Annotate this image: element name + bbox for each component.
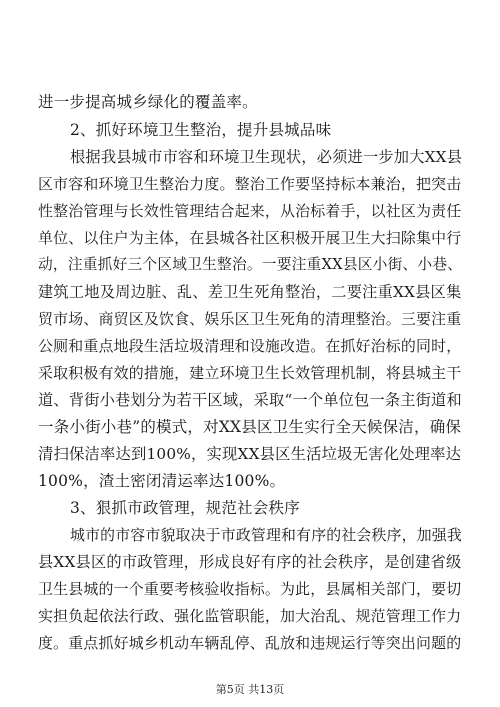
paragraph-first-line: 城市的市容市貌取决于市政管理和有序的社会秩序，加强我	[70, 526, 462, 544]
text-line: 采取积极有效的措施，建立环境卫生长效管理机制，将县城主干	[38, 364, 462, 382]
text-line: 卫生县城的一个重要考核验收指标。为此，县属相关部门，要切	[38, 580, 462, 598]
section-heading: 3、狠抓市政管理，规范社会秩序	[70, 499, 300, 517]
text-line: 实担负起依法行政、强化监管职能，加大治乱、规范管理工作力	[38, 607, 462, 625]
text-line: 县XX县区的市政管理，形成良好有序的社会秩序，是创建省级	[38, 553, 462, 571]
text-line: 一条小街小巷”的模式，对XX县区卫生实行全天候保洁，确保	[38, 418, 462, 436]
text-line: 单位、以住户为主体，在县城各社区积极开展卫生大扫除集中行	[38, 229, 462, 247]
text-line: 公厕和重点地段生活垃圾清理和设施改造。在抓好治标的同时，	[38, 337, 462, 355]
paragraph-first-line: 根据我县城市市容和环境卫生现状，必须进一步加大XX县	[70, 148, 463, 166]
text-line: 100%，渣土密闭清运率达100%。	[38, 472, 286, 490]
text-line: 建筑工地及周边脏、乱、差卫生死角整治，二要注重XX县区集	[38, 283, 462, 301]
text-line: 道、背街小巷划分为若干区域，采取“一个单位包一条主街道和	[38, 391, 462, 409]
text-line: 清扫保洁率达到100%，实现XX县区生活垃圾无害化处理率达	[38, 445, 462, 463]
text-line: 进一步提高城乡绿化的覆盖率。	[38, 93, 258, 111]
text-line: 性整治管理与长效性管理结合起来，从治标着手，以社区为责任	[38, 202, 462, 220]
text-line: 贸市场、商贸区及饮食、娱乐区卫生死角的清理整治。三要注重	[38, 310, 462, 328]
text-line: 度。重点抓好城乡机动车辆乱停、乱放和违规运行等突出问题的	[38, 634, 462, 652]
section-heading: 2、抓好环境卫生整治，提升县城品味	[70, 121, 332, 139]
page-footer: 第5页 共13页	[215, 683, 285, 696]
text-line: 区市容和环境卫生整治力度。整治工作要坚持标本兼治，把突击	[38, 175, 462, 193]
text-line: 动，注重抓好三个区域卫生整治。一要注重XX县区小街、小巷、	[38, 256, 463, 273]
